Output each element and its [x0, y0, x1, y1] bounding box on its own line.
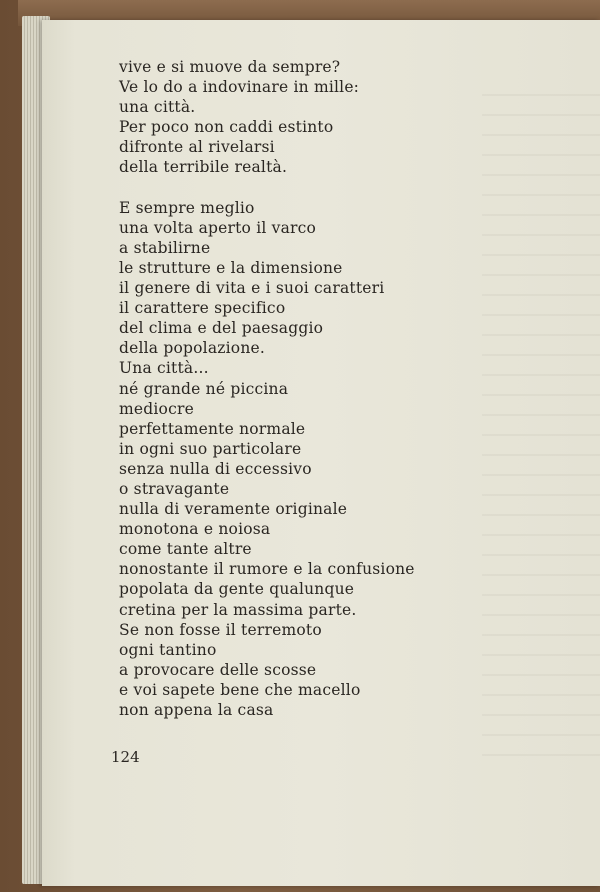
poem-line: il carattere specifico — [119, 299, 286, 318]
poem-line: a provocare delle scosse — [119, 660, 317, 679]
stanza-2 — [119, 198, 415, 720]
poem-line: Se non fosse il terremoto — [119, 620, 322, 639]
page-number: 124 — [111, 748, 140, 766]
poem-line: Una città... — [119, 359, 209, 378]
poem-line: Per poco non caddi estinto — [119, 118, 334, 137]
poem-line: a stabilirne — [119, 238, 211, 257]
poem-line: come tante altre — [119, 540, 252, 559]
poem-line: nulla di veramente originale — [119, 500, 348, 519]
poem-line: difronte al rivelarsi — [119, 138, 275, 157]
poem-line: nonostante il rumore e la confusione — [119, 560, 415, 579]
poem-line: Ve lo do a indovinare in mille: — [119, 78, 360, 97]
stanza-1 — [119, 57, 415, 178]
poem-line: non appena la casa — [119, 701, 274, 719]
poem-line: vive e si muove da sempre? — [119, 58, 341, 76]
poem-line: ogni tantino — [119, 640, 217, 659]
poem-line: E sempre meglio — [119, 198, 255, 217]
stanza-break — [119, 178, 415, 198]
poem-line: il genere di vita e i suoi caratteri — [119, 279, 385, 298]
poem-line: perfettamente normale — [119, 419, 306, 438]
poem-line: monotona e noiosa — [119, 520, 271, 539]
poem-line: una volta aperto il varco — [119, 218, 317, 237]
poem-line: della terribile realtà. — [119, 158, 288, 177]
poem-line: senza nulla di eccessivo — [119, 459, 312, 478]
poem-line: del clima e del paesaggio — [119, 319, 324, 338]
poem-line: cretina per la massima parte. — [119, 600, 357, 619]
poem-line: una città. — [119, 98, 196, 117]
poem-line: della popolazione. — [119, 339, 266, 358]
poem-line: o stravagante — [119, 479, 230, 498]
poem-line: le strutture e la dimensione — [119, 258, 343, 277]
poem-text — [119, 57, 415, 720]
poem-line: mediocre — [119, 399, 194, 418]
poem-line: in ogni suo particolare — [119, 439, 302, 458]
poem-line: popolata da gente qualunque — [119, 580, 355, 599]
poem-line: né grande né piccina — [119, 379, 289, 398]
poem-line: e voi sapete bene che macello — [119, 680, 361, 699]
show-through-text — [482, 80, 600, 760]
